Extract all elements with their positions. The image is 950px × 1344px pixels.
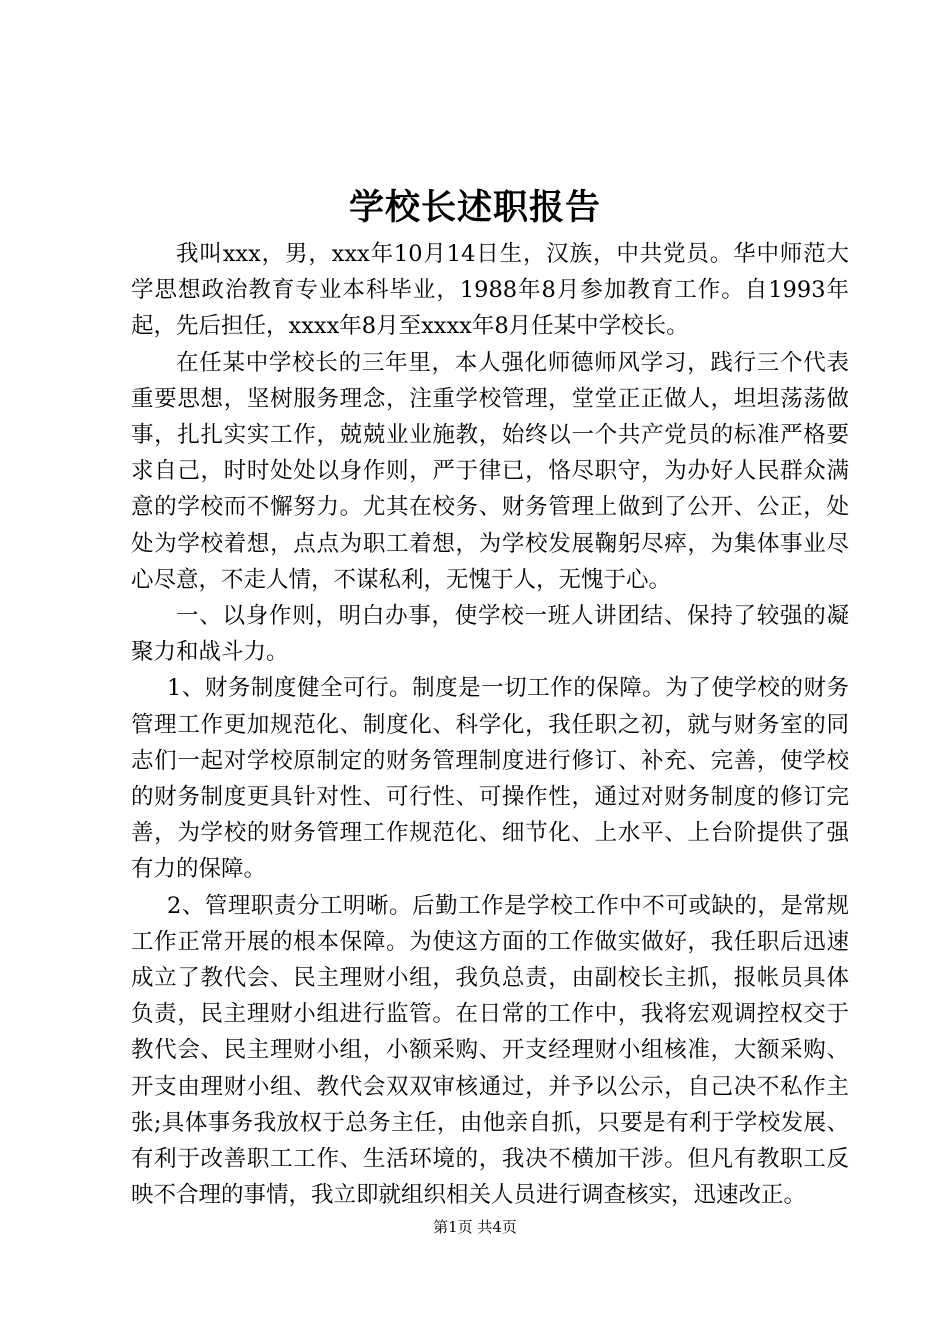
paragraph-management-duties: 2、管理职责分工明晰。后勤工作是学校工作中不可或缺的，是常规工作正常开展的根本保障。为使这方面的工作做实做好，我任职后迅速成立了教代会、民主理财小组，我负总责，由副校长主抓，报帐员具体负责，民主理财小组进行监管。在日常的工作中，我将宏观调控权交于教代会、民主理财小组，小额采购、开支经理财小组核准，大额采购、开支由理财小组、教代会双双审核通过，并予以公示，自己决不私作主张;具体事务我放权于总务主任，由他亲自抓，只要是有利于学校发展、有利于改善职工工作、生活环境的，我决不横加干涉。但凡有教职工反映不合理的事情，我立即就组织相关人员进行调查核实，迅速改正。 [131,892,849,1209]
paragraph-intro: 我叫xxx，男，xxx年10月14日生，汉族，中共党员。华中师范大学思想政治教育专业本科毕业，1988年8月参加教育工作。自1993年起，先后担任，xxxx年8月至xxxx年8月任某中学校长。 [131,241,849,340]
paragraph-tenure: 在任某中学校长的三年里，本人强化师德师风学习，践行三个代表重要思想，坚树服务理念，注重学校管理，堂堂正正做人，坦坦荡荡做事，扎扎实实工作，兢兢业业施教，始终以一个共产党员的标准严格要求自己，时时处处以身作则，严于律已，恪尽职守，为办好人民群众满意的学校而不懈努力。尤其在校务、财务管理上做到了公开、公正，处处为学校着想，点点为职工着想，为学校发展鞠躬尽瘁，为集体事业尽心尽意，不走人情，不谋私利，无愧于人，无愧于心。 [131,349,849,593]
paragraph-finance-system: 1、财务制度健全可行。制度是一切工作的保障。为了使学校的财务管理工作更加规范化、制度化、科学化，我任职之初，就与财务室的同志们一起对学校原制定的财务管理制度进行修订、补充、完善，使学校的财务制度更具针对性、可行性、可操作性，通过对财务制度的修订完善，为学校的财务管理工作规范化、细节化、上水平、上台阶提供了强有力的保障。 [131,675,849,883]
document-body [131,236,849,1213]
paragraph-section-one: 一、以身作则，明白办事，使学校一班人讲团结、保持了较强的凝聚力和战斗力。 [131,603,849,666]
page-number-footer: 第1页 共4页 [433,1218,517,1236]
document-title: 学校长述职报告 [348,187,601,228]
